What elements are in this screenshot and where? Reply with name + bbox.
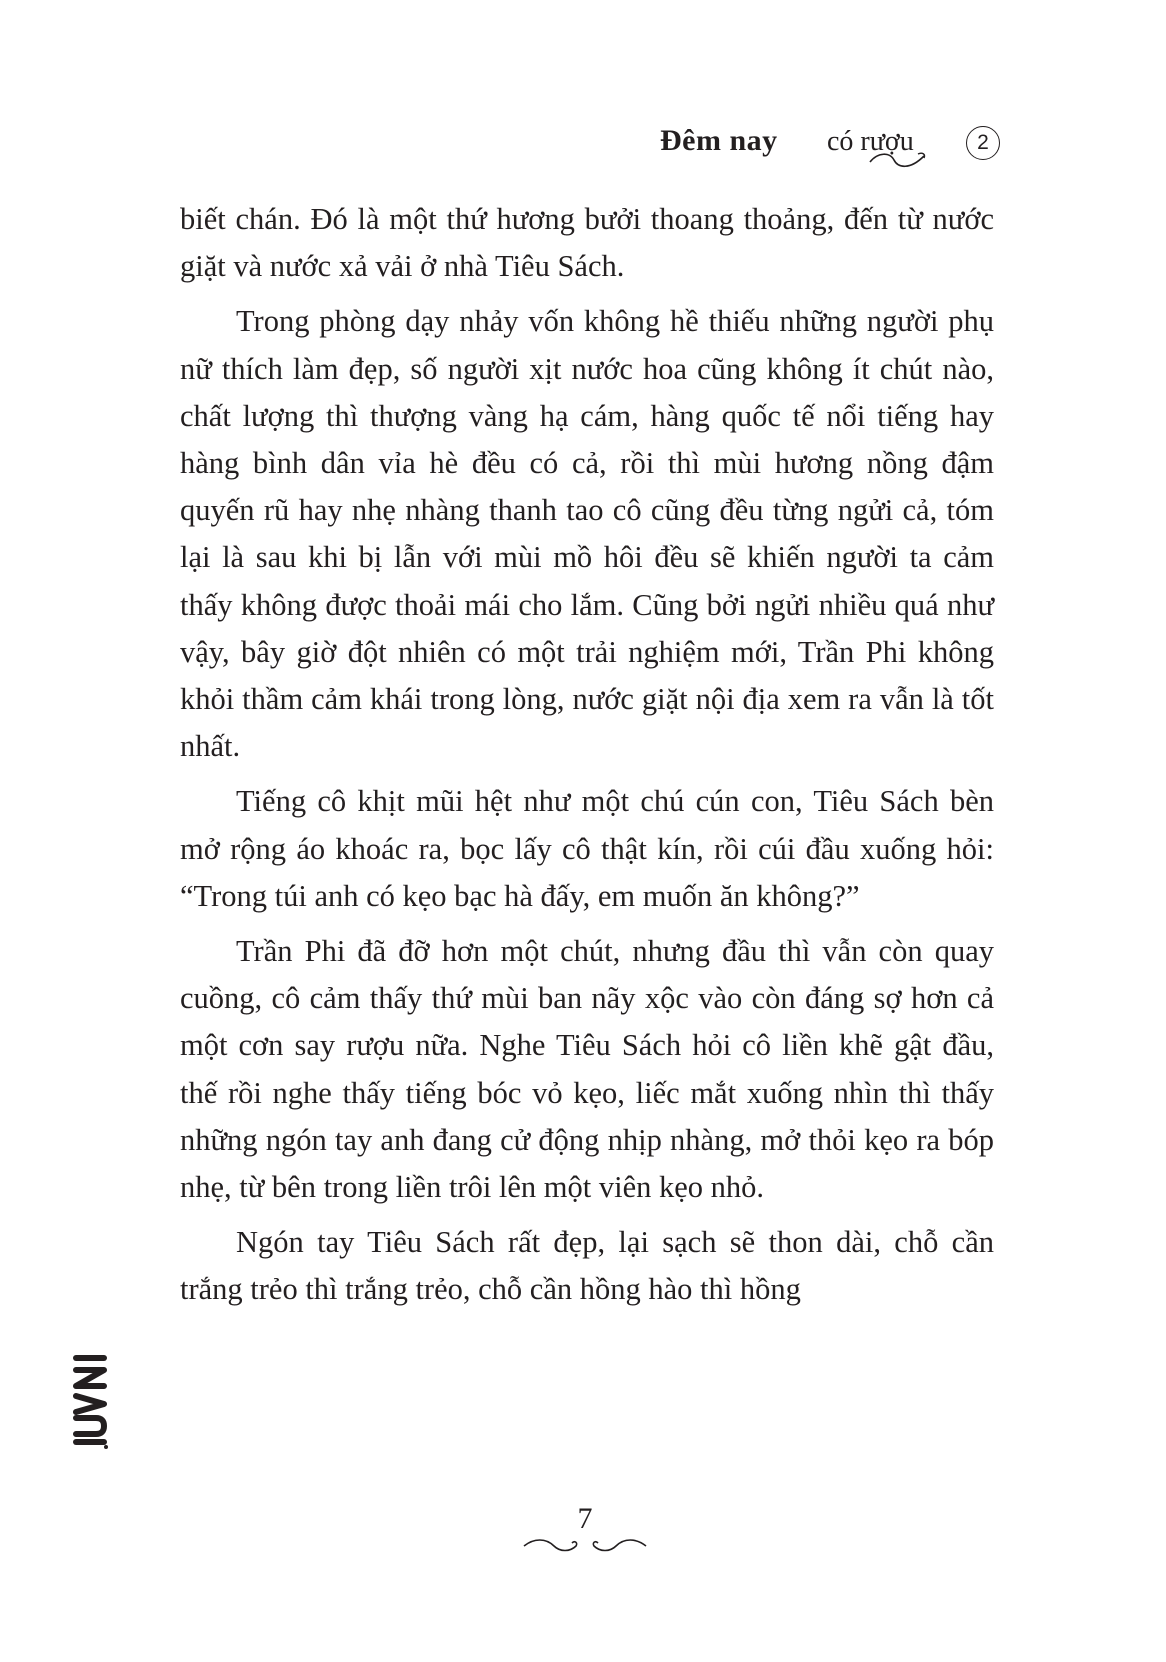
book-title-bold: Đêm nay xyxy=(660,124,778,157)
volume-number-circle: 2 xyxy=(966,126,1000,160)
page-number: 7 xyxy=(577,1502,593,1535)
paragraph-3: Tiếng cô khịt mũi hệt như một chú cún con, Tiêu Sách bèn mở rộng áo khoác ra, bọc lấy cô thật kín, rồi cúi đầu xuống hỏi: “Trong túi anh có kẹo bạc hà đấy, em muốn ăn không?” xyxy=(180,784,994,913)
running-header xyxy=(660,118,1020,188)
paragraph-1: biết chán. Đó là một thứ hương bưởi thoang thoảng, đến từ nước giặt và nước xả vải ở nhà Tiêu Sách. xyxy=(180,202,994,284)
publisher-logo-icon xyxy=(66,1350,116,1450)
chapter-body xyxy=(180,196,994,1322)
paragraph-2: Trong phòng dạy nhảy vốn không hề thiếu những người phụ nữ thích làm đẹp, số người xịt nước hoa cũng không ít chút nào, chất lượng thì thượng vàng hạ cám, hàng quốc tế nổi tiếng hay hàng bình dân vỉa hè đều có cả, rồi thì mùi hương nồng đậm quyến rũ hay nhẹ nhàng thanh tao cô cũng đều từng ngửi cả, tóm lại là sau khi bị lẫn với mùi mồ hôi đều sẽ khiến người ta cảm thấy không được thoải mái cho lắm. Cũng bởi ngửi nhiều quá như vậy, bây giờ đột nhiên có một trải nghiệm mới, Trần Phi không khỏi thầm cảm khái trong lòng, nước giặt nội địa xem ra vẫn là tốt nhất. xyxy=(180,304,994,764)
footer-flourish-icon xyxy=(520,1534,650,1558)
book-title-light: có rượu xyxy=(827,126,914,157)
paragraph-4: Trần Phi đã đỡ hơn một chút, nhưng đầu thì vẫn còn quay cuồng, cô cảm thấy thứ mùi ban nãy xộc vào còn đáng sợ hơn cả một cơn say rượu nữa. Nghe Tiêu Sách hỏi cô liền khẽ gật đầu, thế rồi nghe thấy tiếng bóc vỏ kẹo, liếc mắt xuống nhìn thì thấy những ngón tay anh đang cử động nhịp nhàng, mở thỏi kẹo ra bóp nhẹ, từ bên trong liền trôi lên một viên kẹo nhỏ. xyxy=(180,934,994,1205)
paragraph-5: Ngón tay Tiêu Sách rất đẹp, lại sạch sẽ thon dài, chỗ cần trắng trẻo thì trắng trẻo, chỗ cần hồng hào thì hồng xyxy=(180,1225,994,1307)
header-flourish-icon xyxy=(868,150,928,172)
